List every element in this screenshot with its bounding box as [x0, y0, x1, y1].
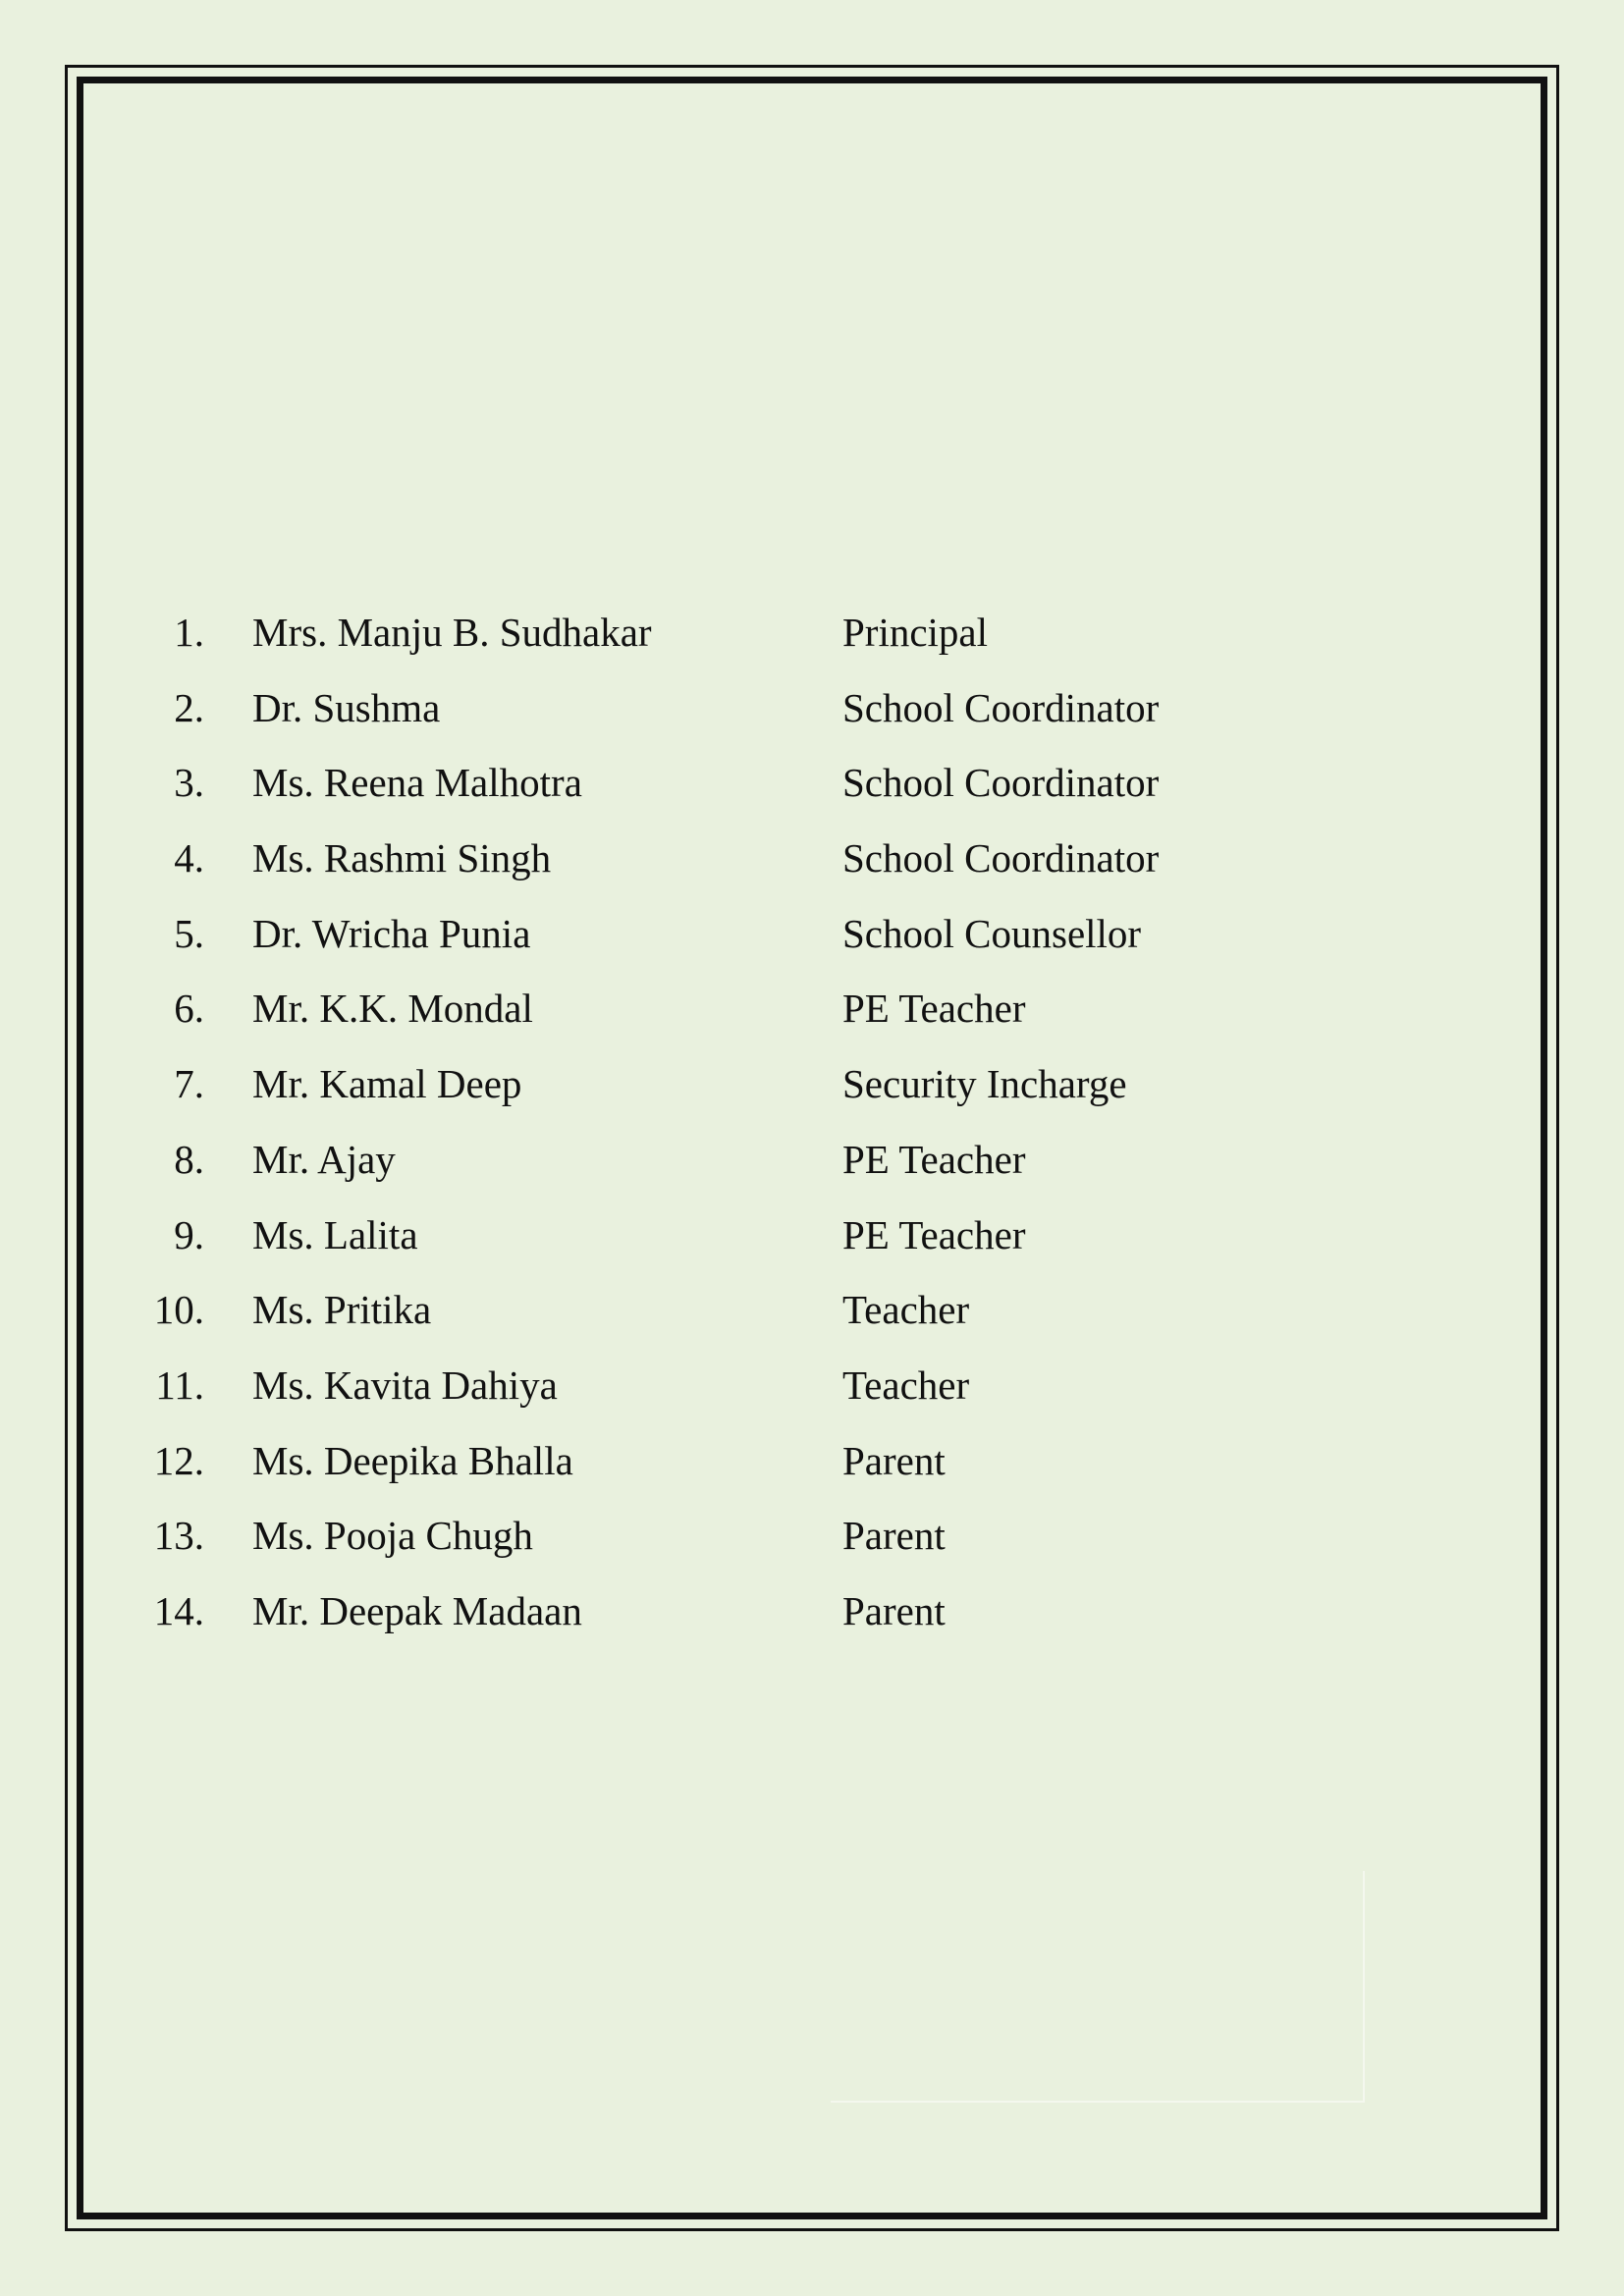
member-number: 8.: [174, 1136, 204, 1182]
member-role: Security Incharge: [842, 1061, 1127, 1107]
member-name: Mrs. Manju B. Sudhakar: [252, 610, 652, 655]
member-row: [98, 753, 1375, 828]
member-role: Parent: [842, 1587, 946, 1633]
member-name: Dr. Wricha Punia: [252, 910, 531, 956]
member-name: Ms. Deepika Bhalla: [252, 1437, 573, 1483]
member-row: [98, 1054, 1375, 1130]
member-row: [98, 603, 1375, 678]
member-number: 3.: [174, 760, 204, 806]
member-number: 12.: [153, 1437, 204, 1483]
faint-signature-box: [831, 1871, 1365, 2103]
member-role: School Counsellor: [842, 910, 1142, 956]
member-role: Principal: [842, 610, 989, 655]
member-name: Mr. K.K. Mondal: [252, 986, 533, 1032]
member-name: Dr. Sushma: [252, 684, 441, 730]
member-name: Ms. Rashmi Singh: [252, 835, 552, 881]
member-name: Ms. Pritika: [252, 1287, 432, 1333]
member-number: 2.: [174, 684, 204, 730]
member-name: Ms. Kavita Dahiya: [252, 1362, 558, 1408]
member-row: [98, 678, 1375, 754]
member-number: 11.: [155, 1362, 204, 1408]
member-name: Ms. Lalita: [252, 1211, 418, 1257]
member-row: [98, 979, 1375, 1054]
member-number: 5.: [174, 910, 204, 956]
member-number: 9.: [174, 1211, 204, 1257]
member-number: 10.: [153, 1287, 204, 1333]
member-number: 14.: [153, 1587, 204, 1633]
member-role: School Coordinator: [842, 835, 1160, 881]
member-row: [98, 1356, 1375, 1431]
member-number: 1.: [174, 610, 204, 655]
member-row: [98, 1205, 1375, 1281]
member-name: Mr. Deepak Madaan: [252, 1587, 582, 1633]
member-number: 7.: [174, 1061, 204, 1107]
member-role: Parent: [842, 1437, 946, 1483]
member-role: PE Teacher: [842, 986, 1026, 1032]
members-list: [98, 603, 1375, 1657]
member-number: 6.: [174, 986, 204, 1032]
member-role: Teacher: [842, 1362, 970, 1408]
member-row: [98, 1431, 1375, 1507]
member-role: School Coordinator: [842, 760, 1160, 806]
member-number: 13.: [153, 1513, 204, 1559]
member-name: Ms. Reena Malhotra: [252, 760, 582, 806]
member-name: Mr. Kamal Deep: [252, 1061, 522, 1107]
member-row: [98, 1280, 1375, 1356]
member-role: PE Teacher: [842, 1136, 1026, 1182]
member-role: School Coordinator: [842, 684, 1160, 730]
member-role: Teacher: [842, 1287, 970, 1333]
member-number: 4.: [174, 835, 204, 881]
member-role: PE Teacher: [842, 1211, 1026, 1257]
member-row: [98, 1130, 1375, 1205]
member-row: [98, 1506, 1375, 1581]
member-name: Mr. Ajay: [252, 1136, 396, 1182]
member-row: [98, 828, 1375, 904]
member-row: [98, 1581, 1375, 1657]
member-name: Ms. Pooja Chugh: [252, 1513, 533, 1559]
member-role: Parent: [842, 1513, 946, 1559]
member-row: [98, 904, 1375, 980]
